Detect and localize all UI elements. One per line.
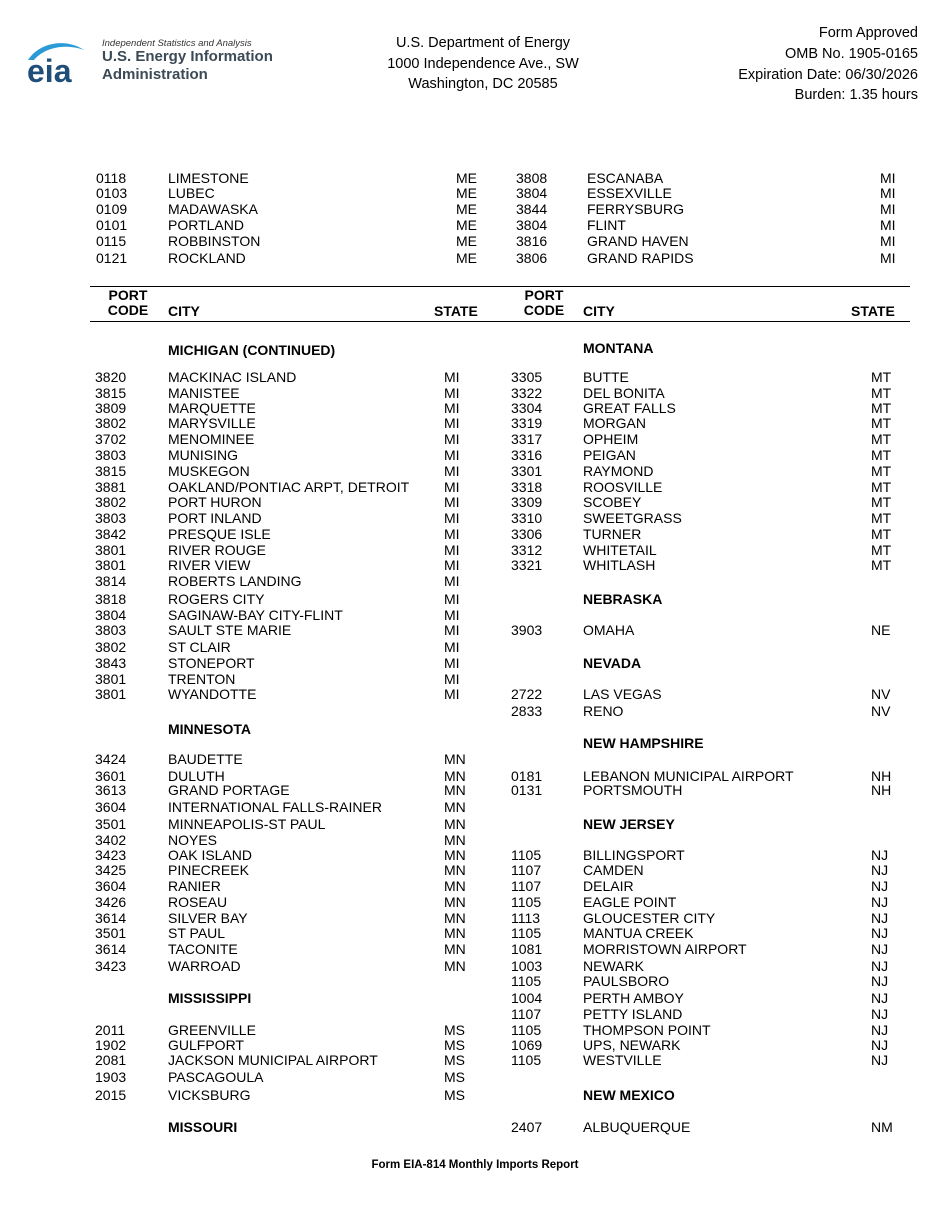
port-state: MI bbox=[444, 639, 460, 655]
port-city: BILLINGSPORT bbox=[583, 847, 685, 863]
port-code: 1107 bbox=[511, 1006, 542, 1022]
port-city: RIVER VIEW bbox=[168, 557, 251, 573]
logo-name-line2: Administration bbox=[102, 66, 208, 83]
port-code: 3613 bbox=[95, 782, 127, 798]
port-state: MI bbox=[880, 201, 896, 217]
port-city: EAGLE POINT bbox=[583, 894, 677, 910]
port-city: ALBUQUERQUE bbox=[583, 1119, 691, 1135]
state-heading: MINNESOTA bbox=[168, 721, 251, 737]
port-state: MT bbox=[871, 557, 892, 573]
port-code: 1003 bbox=[511, 958, 543, 974]
approval-line: Expiration Date: 06/30/2026 bbox=[738, 66, 918, 83]
port-state: ME bbox=[456, 217, 477, 233]
port-state: ME bbox=[456, 185, 477, 201]
port-state: NV bbox=[871, 703, 891, 719]
port-code: 0109 bbox=[96, 201, 128, 217]
header-rule-bottom bbox=[90, 321, 910, 322]
port-code: 3801 bbox=[95, 557, 127, 573]
logo-wordmark: eia bbox=[27, 53, 72, 86]
port-code: 3604 bbox=[95, 799, 127, 815]
port-state: NM bbox=[871, 1119, 893, 1135]
port-state: MI bbox=[880, 170, 896, 186]
port-city: MINNEAPOLIS-ST PAUL bbox=[168, 816, 326, 832]
port-state: NJ bbox=[871, 862, 889, 878]
port-state: NJ bbox=[871, 925, 889, 941]
port-code: 3801 bbox=[95, 542, 127, 558]
port-city: LIMESTONE bbox=[168, 170, 249, 186]
port-city: PORT HURON bbox=[168, 494, 262, 510]
header-rule-top bbox=[90, 286, 910, 287]
port-code: 3803 bbox=[95, 510, 127, 526]
port-code: 0115 bbox=[96, 233, 127, 249]
port-state: NE bbox=[871, 622, 891, 638]
port-city: PERTH AMBOY bbox=[583, 990, 684, 1006]
port-state: MN bbox=[444, 816, 466, 832]
port-city: WESTVILLE bbox=[583, 1052, 662, 1068]
port-code: 1903 bbox=[95, 1069, 127, 1085]
port-state: ME bbox=[456, 170, 477, 186]
port-city: BAUDETTE bbox=[168, 751, 243, 767]
port-state: NJ bbox=[871, 1022, 889, 1038]
port-state: MI bbox=[444, 542, 460, 558]
port-state: MN bbox=[444, 782, 466, 798]
column-header-city: CITY bbox=[583, 303, 615, 319]
port-city: GRAND HAVEN bbox=[587, 233, 689, 249]
port-state: MN bbox=[444, 958, 466, 974]
port-code: 3310 bbox=[511, 510, 543, 526]
port-city: PORTSMOUTH bbox=[583, 782, 683, 798]
port-code: 3804 bbox=[516, 217, 548, 233]
state-heading: MISSOURI bbox=[168, 1119, 238, 1135]
port-state: NJ bbox=[871, 941, 889, 957]
port-state: MI bbox=[444, 607, 460, 623]
port-city: WARROAD bbox=[168, 958, 241, 974]
port-state: MN bbox=[444, 862, 466, 878]
port-state: MI bbox=[880, 233, 896, 249]
form-approval-block bbox=[738, 23, 918, 106]
port-code: 3801 bbox=[95, 686, 127, 702]
port-code: 3309 bbox=[511, 494, 543, 510]
approval-line: OMB No. 1905-0165 bbox=[785, 45, 918, 62]
port-code: 2015 bbox=[95, 1087, 127, 1103]
approval-line: Burden: 1.35 hours bbox=[794, 87, 918, 104]
port-city: PORTLAND bbox=[168, 217, 244, 233]
address-line: 1000 Independence Ave., SW bbox=[387, 55, 579, 72]
port-state: MI bbox=[444, 431, 460, 447]
port-city: OPHEIM bbox=[583, 431, 639, 447]
column-header-port-code bbox=[522, 288, 566, 318]
port-code: 0131 bbox=[511, 782, 543, 798]
port-state: NJ bbox=[871, 894, 889, 910]
port-city: ROCKLAND bbox=[168, 250, 246, 266]
port-code: 3802 bbox=[95, 494, 127, 510]
port-city: MUNISING bbox=[168, 447, 238, 463]
port-state: NJ bbox=[871, 1006, 889, 1022]
port-state: MT bbox=[871, 400, 892, 416]
port-code: 3305 bbox=[511, 369, 543, 385]
port-city: THOMPSON POINT bbox=[583, 1022, 711, 1038]
port-state: MT bbox=[871, 494, 892, 510]
port-city: PASCAGOULA bbox=[168, 1069, 264, 1085]
port-city: TRENTON bbox=[168, 671, 236, 687]
port-code: 3820 bbox=[95, 369, 127, 385]
state-heading: NEW HAMPSHIRE bbox=[583, 735, 704, 751]
port-code: 3501 bbox=[95, 925, 127, 941]
port-city: ROGERS CITY bbox=[168, 591, 265, 607]
port-city: ESSEXVILLE bbox=[587, 185, 672, 201]
port-state: NJ bbox=[871, 990, 889, 1006]
port-code: 0101 bbox=[96, 217, 128, 233]
port-code: 3301 bbox=[511, 463, 543, 479]
column-header-code: CODE bbox=[107, 302, 149, 318]
state-heading: NEVADA bbox=[583, 655, 642, 671]
port-state: MN bbox=[444, 751, 466, 767]
address-line: Washington, DC 20585 bbox=[408, 76, 558, 92]
port-state: MT bbox=[871, 526, 892, 542]
port-state: MN bbox=[444, 799, 466, 815]
port-state: NJ bbox=[871, 878, 889, 894]
port-city: MORGAN bbox=[583, 415, 646, 431]
port-code: 3423 bbox=[95, 958, 127, 974]
port-code: 3814 bbox=[95, 573, 127, 589]
port-city: ST PAUL bbox=[168, 925, 226, 941]
port-state: MN bbox=[444, 925, 466, 941]
port-code: 3804 bbox=[516, 185, 548, 201]
port-state: MI bbox=[444, 557, 460, 573]
port-code: 3425 bbox=[95, 862, 127, 878]
port-city: GRAND PORTAGE bbox=[168, 782, 290, 798]
port-state: MT bbox=[871, 542, 892, 558]
port-state: MI bbox=[444, 415, 460, 431]
port-code: 1069 bbox=[511, 1037, 543, 1053]
port-city: MANISTEE bbox=[168, 385, 240, 401]
port-city: FLINT bbox=[587, 217, 626, 233]
port-code: 2081 bbox=[95, 1052, 127, 1068]
port-code: 3815 bbox=[95, 385, 127, 401]
port-state: MN bbox=[444, 832, 466, 848]
port-code: 3803 bbox=[95, 622, 127, 638]
port-state: MI bbox=[444, 494, 460, 510]
port-code: 3317 bbox=[511, 431, 543, 447]
port-state: MS bbox=[444, 1069, 465, 1085]
port-code: 3322 bbox=[511, 385, 543, 401]
state-heading: MONTANA bbox=[583, 340, 654, 356]
port-code: 1113 bbox=[511, 910, 541, 926]
port-city: DULUTH bbox=[168, 768, 225, 784]
port-city: WHITLASH bbox=[583, 557, 656, 573]
address-line: U.S. Department of Energy bbox=[395, 35, 571, 51]
port-code: 3402 bbox=[95, 832, 127, 848]
port-city: UPS, NEWARK bbox=[583, 1037, 681, 1053]
port-city: BUTTE bbox=[583, 369, 629, 385]
port-city: MARYSVILLE bbox=[168, 415, 256, 431]
port-state: MN bbox=[444, 941, 466, 957]
port-city: SCOBEY bbox=[583, 494, 642, 510]
port-code: 1081 bbox=[511, 941, 543, 957]
column-header-port-code bbox=[106, 288, 150, 318]
port-city: ST CLAIR bbox=[168, 639, 231, 655]
port-city: CAMDEN bbox=[583, 862, 644, 878]
port-code: 0118 bbox=[96, 170, 127, 186]
port-state: MI bbox=[444, 369, 460, 385]
port-city: WHITETAIL bbox=[583, 542, 657, 558]
port-city: ROSEAU bbox=[168, 894, 228, 910]
port-state: MS bbox=[444, 1037, 465, 1053]
port-city: GREAT FALLS bbox=[583, 400, 676, 416]
port-city: RIVER ROUGE bbox=[168, 542, 267, 558]
port-state: MI bbox=[444, 591, 460, 607]
port-state: NJ bbox=[871, 910, 889, 926]
port-state: MN bbox=[444, 894, 466, 910]
port-city: GULFPORT bbox=[168, 1037, 244, 1053]
port-state: MT bbox=[871, 385, 892, 401]
port-city: OMAHA bbox=[583, 622, 635, 638]
port-code: 1004 bbox=[511, 990, 543, 1006]
port-state: MI bbox=[444, 655, 460, 671]
port-code: 3801 bbox=[95, 671, 127, 687]
port-code: 0181 bbox=[511, 768, 543, 784]
port-city: DEL BONITA bbox=[583, 385, 665, 401]
port-city: INTERNATIONAL FALLS-RAINER bbox=[168, 799, 382, 815]
port-city: RANIER bbox=[168, 878, 221, 894]
port-city: WYANDOTTE bbox=[168, 686, 257, 702]
port-state: MI bbox=[880, 250, 896, 266]
port-state: MT bbox=[871, 479, 892, 495]
port-state: MI bbox=[444, 479, 460, 495]
port-code: 1902 bbox=[95, 1037, 127, 1053]
port-state: MN bbox=[444, 768, 466, 784]
port-city: MENOMINEE bbox=[168, 431, 255, 447]
port-code: 2722 bbox=[511, 686, 543, 702]
port-code: 1105 bbox=[511, 847, 542, 863]
port-code: 3319 bbox=[511, 415, 543, 431]
port-state: MI bbox=[444, 400, 460, 416]
port-code: 3304 bbox=[511, 400, 543, 416]
port-code: 3318 bbox=[511, 479, 543, 495]
port-state: MI bbox=[444, 573, 460, 589]
state-heading: MISSISSIPPI bbox=[168, 990, 252, 1006]
port-code: 3614 bbox=[95, 941, 127, 957]
column-header-state: STATE bbox=[434, 303, 478, 319]
port-code: 3809 bbox=[95, 400, 127, 416]
port-state: MI bbox=[444, 385, 460, 401]
port-code: 2833 bbox=[511, 703, 543, 719]
port-state: MT bbox=[871, 447, 892, 463]
port-code: 3803 bbox=[95, 447, 127, 463]
port-city: PRESQUE ISLE bbox=[168, 526, 271, 542]
port-code: 3604 bbox=[95, 878, 127, 894]
port-code: 3614 bbox=[95, 910, 127, 926]
port-code: 3316 bbox=[511, 447, 543, 463]
port-city: SWEETGRASS bbox=[583, 510, 682, 526]
port-state: MS bbox=[444, 1022, 465, 1038]
port-city: GLOUCESTER CITY bbox=[583, 910, 716, 926]
port-city: RENO bbox=[583, 703, 624, 719]
port-city: VICKSBURG bbox=[168, 1087, 251, 1103]
port-state: ME bbox=[456, 201, 477, 217]
port-code: 3842 bbox=[95, 526, 127, 542]
port-state: NJ bbox=[871, 847, 889, 863]
port-state: MS bbox=[444, 1052, 465, 1068]
port-state: NV bbox=[871, 686, 891, 702]
port-city: NOYES bbox=[168, 832, 218, 848]
column-header-state: STATE bbox=[851, 303, 895, 319]
port-city: PEIGAN bbox=[583, 447, 636, 463]
port-state: MI bbox=[444, 622, 460, 638]
port-state: MI bbox=[444, 447, 460, 463]
page-footer: Form EIA-814 Monthly Imports Report bbox=[371, 1159, 579, 1171]
port-code: 3312 bbox=[511, 542, 543, 558]
port-state: MI bbox=[444, 510, 460, 526]
port-state: MT bbox=[871, 415, 892, 431]
port-city: PINECREEK bbox=[168, 862, 249, 878]
state-heading: MICHIGAN (CONTINUED) bbox=[168, 342, 336, 358]
port-code: 0103 bbox=[96, 185, 128, 201]
port-state: MI bbox=[444, 463, 460, 479]
port-state: NJ bbox=[871, 973, 889, 989]
column-header-code: CODE bbox=[523, 302, 565, 318]
port-city: PAULSBORO bbox=[583, 973, 670, 989]
port-city: PORT INLAND bbox=[168, 510, 262, 526]
port-city: LEBANON MUNICIPAL AIRPORT bbox=[583, 768, 794, 784]
column-header-port: PORT bbox=[108, 287, 148, 303]
port-code: 1105 bbox=[511, 1022, 542, 1038]
logo-tagline: Independent Statistics and Analysis bbox=[102, 38, 252, 49]
port-code: 0121 bbox=[96, 250, 128, 266]
port-state: MT bbox=[871, 463, 892, 479]
port-code: 2011 bbox=[95, 1022, 126, 1038]
port-state: NJ bbox=[871, 1037, 889, 1053]
eia-logo bbox=[26, 38, 88, 86]
port-code: 3844 bbox=[516, 201, 548, 217]
port-state: MI bbox=[444, 526, 460, 542]
port-code: 3816 bbox=[516, 233, 548, 249]
port-city: RAYMOND bbox=[583, 463, 654, 479]
port-code: 3903 bbox=[511, 622, 543, 638]
port-state: MT bbox=[871, 431, 892, 447]
port-state: MS bbox=[444, 1087, 465, 1103]
port-city: STONEPORT bbox=[168, 655, 255, 671]
column-header-port: PORT bbox=[524, 287, 564, 303]
port-state: MI bbox=[444, 686, 460, 702]
port-city: JACKSON MUNICIPAL AIRPORT bbox=[168, 1052, 378, 1068]
port-state: MN bbox=[444, 910, 466, 926]
port-city: TACONITE bbox=[168, 941, 238, 957]
port-state: NH bbox=[871, 768, 892, 784]
port-code: 3423 bbox=[95, 847, 127, 863]
port-code: 3806 bbox=[516, 250, 548, 266]
port-city: LAS VEGAS bbox=[583, 686, 662, 702]
approval-line: Form Approved bbox=[818, 25, 918, 41]
port-city: GRAND RAPIDS bbox=[587, 250, 694, 266]
port-state: NH bbox=[871, 782, 892, 798]
agency-address bbox=[370, 33, 596, 95]
port-city: ESCANABA bbox=[587, 170, 664, 186]
state-heading: NEBRASKA bbox=[583, 591, 663, 607]
port-code: 3424 bbox=[95, 751, 127, 767]
port-code: 3321 bbox=[511, 557, 543, 573]
state-heading: NEW MEXICO bbox=[583, 1087, 675, 1103]
port-city: PETTY ISLAND bbox=[583, 1006, 683, 1022]
column-header-city: CITY bbox=[168, 303, 200, 319]
port-code: 1105 bbox=[511, 925, 542, 941]
port-code: 2407 bbox=[511, 1119, 543, 1135]
port-state: MI bbox=[444, 671, 460, 687]
port-state: MN bbox=[444, 847, 466, 863]
port-code: 3881 bbox=[95, 479, 127, 495]
port-code: 3802 bbox=[95, 639, 127, 655]
state-heading: NEW JERSEY bbox=[583, 816, 675, 832]
port-code: 1105 bbox=[511, 894, 542, 910]
port-code: 3802 bbox=[95, 415, 127, 431]
port-city: OAKLAND/PONTIAC ARPT, DETROIT bbox=[168, 479, 410, 495]
port-code: 3426 bbox=[95, 894, 127, 910]
port-state: MT bbox=[871, 369, 892, 385]
port-city: ROBERTS LANDING bbox=[168, 573, 302, 589]
port-code: 3818 bbox=[95, 591, 127, 607]
port-state: NJ bbox=[871, 958, 889, 974]
port-code: 3306 bbox=[511, 526, 543, 542]
port-city: OAK ISLAND bbox=[168, 847, 253, 863]
port-state: MT bbox=[871, 510, 892, 526]
port-city: MACKINAC ISLAND bbox=[168, 369, 297, 385]
port-code: 3843 bbox=[95, 655, 127, 671]
port-city: MARQUETTE bbox=[168, 400, 256, 416]
port-state: MI bbox=[880, 185, 896, 201]
port-city: GREENVILLE bbox=[168, 1022, 256, 1038]
port-code: 3702 bbox=[95, 431, 127, 447]
port-city: MUSKEGON bbox=[168, 463, 250, 479]
port-code: 1107 bbox=[511, 862, 542, 878]
port-city: LUBEC bbox=[168, 185, 215, 201]
port-city: FERRYSBURG bbox=[587, 201, 684, 217]
port-code: 3501 bbox=[95, 816, 127, 832]
eia-logo-swoosh-icon bbox=[26, 38, 88, 86]
port-state: NJ bbox=[871, 1052, 889, 1068]
port-code: 1105 bbox=[511, 1052, 542, 1068]
port-city: ROOSVILLE bbox=[583, 479, 663, 495]
port-city: SILVER BAY bbox=[168, 910, 248, 926]
port-city: SAGINAW-BAY CITY-FLINT bbox=[168, 607, 343, 623]
port-city: MANTUA CREEK bbox=[583, 925, 694, 941]
port-code: 3808 bbox=[516, 170, 548, 186]
port-state: ME bbox=[456, 250, 477, 266]
port-code: 3804 bbox=[95, 607, 127, 623]
port-city: ROBBINSTON bbox=[168, 233, 261, 249]
logo-name-line1: U.S. Energy Information bbox=[102, 48, 273, 65]
port-city: TURNER bbox=[583, 526, 642, 542]
port-city: SAULT STE MARIE bbox=[168, 622, 292, 638]
port-city: DELAIR bbox=[583, 878, 634, 894]
port-code: 1107 bbox=[511, 878, 542, 894]
port-state: MN bbox=[444, 878, 466, 894]
port-state: ME bbox=[456, 233, 477, 249]
port-city: NEWARK bbox=[583, 958, 644, 974]
port-code: 1105 bbox=[511, 973, 542, 989]
port-code: 3815 bbox=[95, 463, 127, 479]
port-state: MI bbox=[880, 217, 896, 233]
port-code: 3601 bbox=[95, 768, 127, 784]
port-city: MORRISTOWN AIRPORT bbox=[583, 941, 747, 957]
port-city: MADAWASKA bbox=[168, 201, 258, 217]
